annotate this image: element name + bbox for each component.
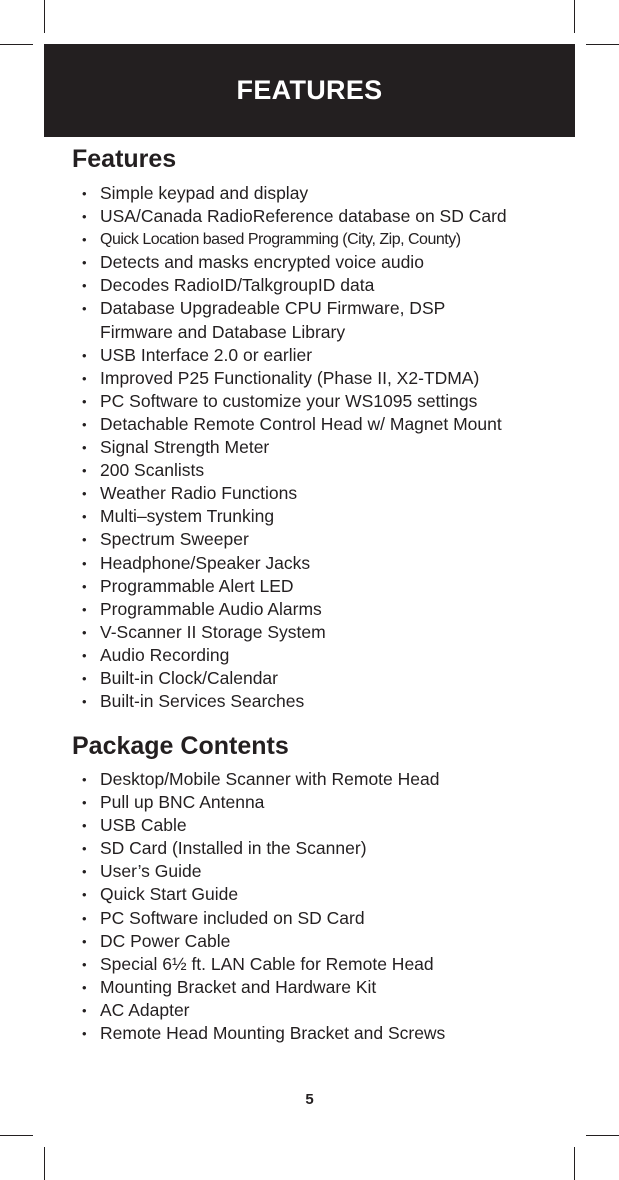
list-item: • USB Interface 2.0 or earlier: [82, 344, 582, 367]
list-item: • Signal Strength Meter: [82, 436, 582, 459]
banner-title: FEATURES: [236, 75, 383, 105]
crop-mark: [44, 1147, 45, 1180]
list-item: • Programmable Alert LED: [82, 575, 582, 598]
list-item: • SD Card (Installed in the Scanner): [82, 837, 582, 860]
list-item: • Mounting Bracket and Hardware Kit: [82, 976, 582, 999]
list-item: • Built-in Clock/Calendar: [82, 667, 582, 690]
list-item: • Headphone/Speaker Jacks: [82, 552, 582, 575]
list-item: • Quick Location based Programming (City, Zip, County): [82, 228, 582, 251]
crop-mark: [44, 0, 45, 33]
list-item: • USA/Canada RadioReference database on SD Card: [82, 205, 582, 228]
list-item: • Spectrum Sweeper: [82, 528, 582, 551]
features-heading: Features: [72, 145, 177, 173]
list-item: • Decodes RadioID/TalkgroupID data: [82, 274, 582, 297]
list-item: • V-Scanner II Storage System: [82, 621, 582, 644]
list-item: • USB Cable: [82, 814, 582, 837]
list-item: • Multi–system Trunking: [82, 505, 582, 528]
section-banner: [44, 44, 575, 137]
list-item: • Audio Recording: [82, 644, 582, 667]
crop-mark: [574, 1147, 575, 1180]
crop-mark: [574, 0, 575, 33]
list-item: • Pull up BNC Antenna: [82, 791, 582, 814]
list-item: • Improved P25 Functionality (Phase II, X2-TDMA): [82, 367, 582, 390]
list-item: • PC Software included on SD Card: [82, 907, 582, 930]
crop-mark: [0, 1135, 33, 1136]
package-contents-heading: Package Contents: [72, 732, 289, 760]
list-item: • Detachable Remote Control Head w/ Magnet Mount: [82, 413, 582, 436]
list-item: • 200 Scanlists: [82, 459, 582, 482]
list-item: • PC Software to customize your WS1095 settings: [82, 390, 582, 413]
list-item: • DC Power Cable: [82, 930, 582, 953]
page-number: 5: [305, 1091, 314, 1108]
list-item: • Desktop/Mobile Scanner with Remote Head: [82, 768, 582, 791]
list-item: • Weather Radio Functions: [82, 482, 582, 505]
list-item: • Quick Start Guide: [82, 883, 582, 906]
list-item: • Built-in Services Searches: [82, 690, 582, 713]
list-item: • Detects and masks encrypted voice audio: [82, 251, 582, 274]
list-item: • User’s Guide: [82, 860, 582, 883]
list-item: • Simple keypad and display: [82, 182, 582, 205]
list-item: • Database Upgradeable CPU Firmware, DSP Firmware and Database Library: [82, 297, 480, 343]
crop-mark: [586, 1135, 619, 1136]
list-item: • Programmable Audio Alarms: [82, 598, 582, 621]
list-item: • Remote Head Mounting Bracket and Screws: [82, 1022, 582, 1045]
crop-mark: [0, 44, 33, 45]
crop-mark: [586, 44, 619, 45]
list-item: • Special 6½ ft. LAN Cable for Remote Head: [82, 953, 582, 976]
features-list: [82, 182, 582, 713]
list-item: • AC Adapter: [82, 999, 582, 1022]
package-contents-list: [82, 768, 582, 1045]
